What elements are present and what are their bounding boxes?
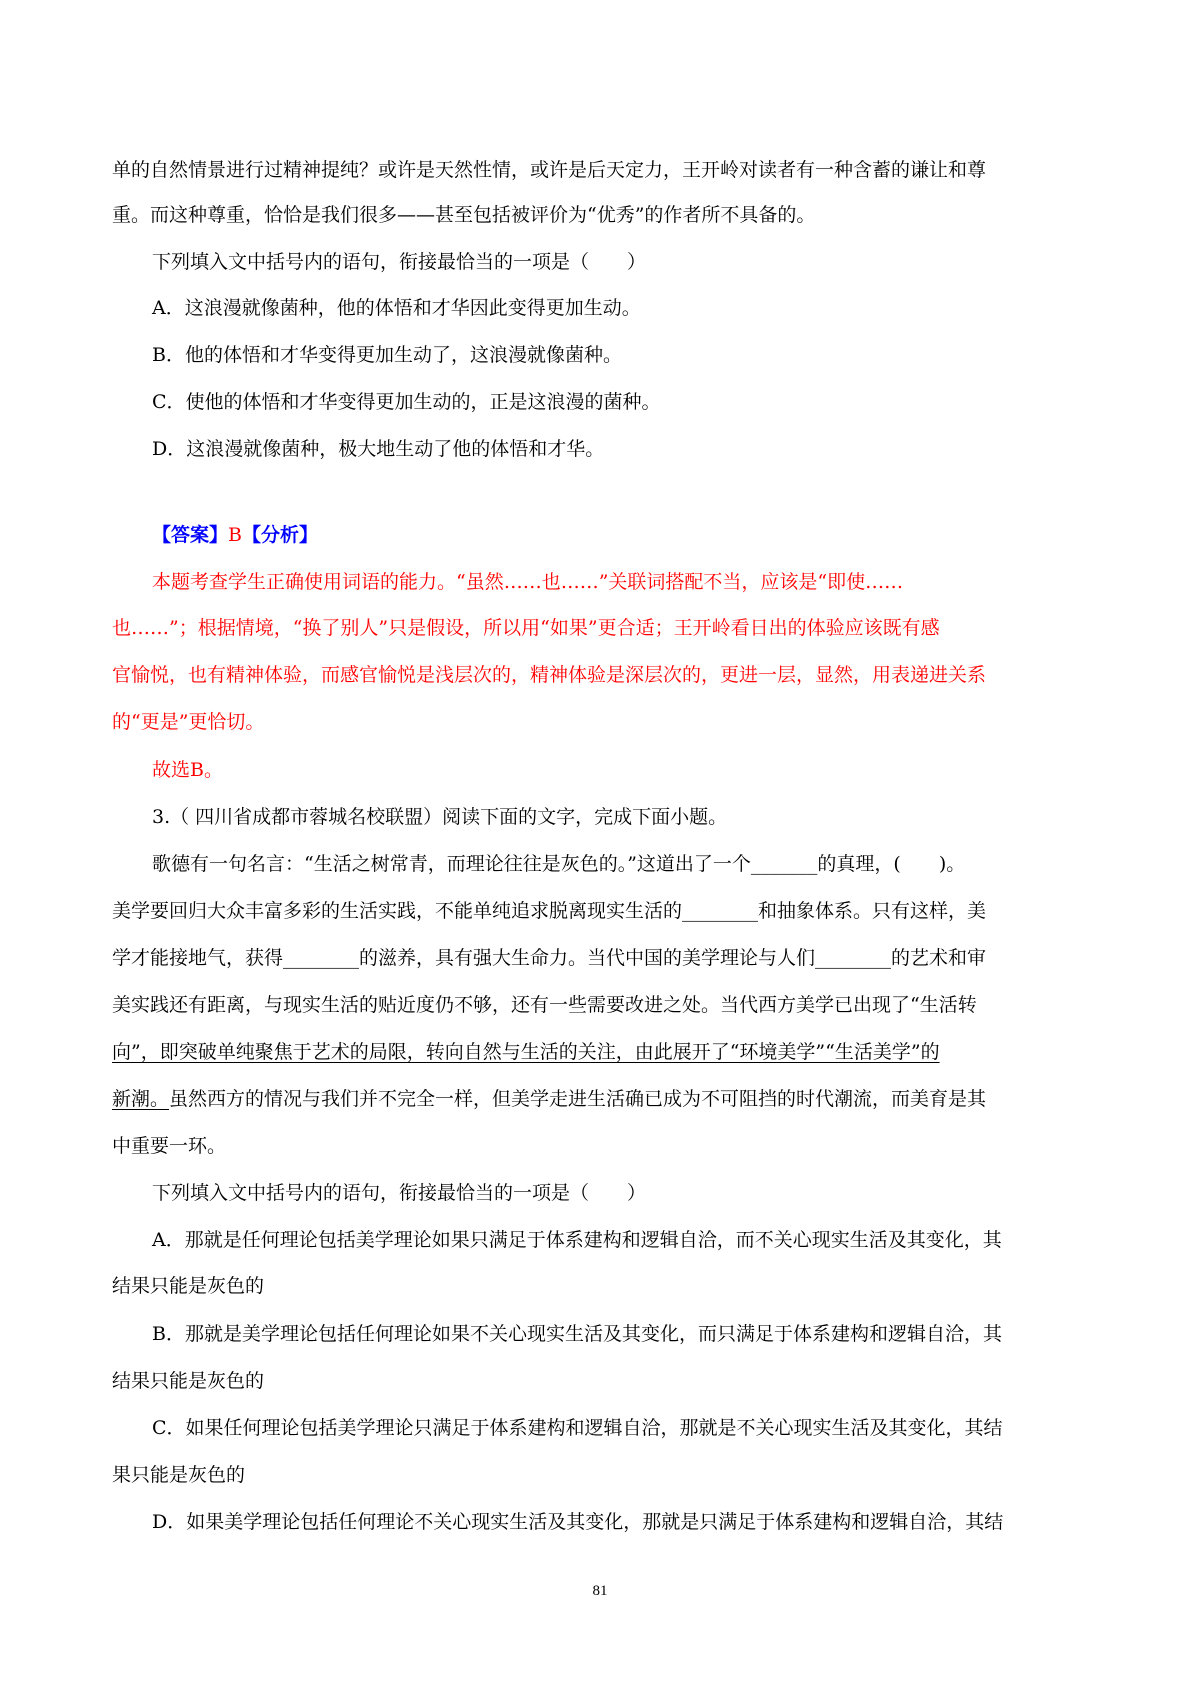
option-b-cont: 结果只能是灰色的: [112, 1370, 265, 1392]
passage-line: 单的自然情景进行过精神提纯？或许是天然性情，或许是后天定力，王开岭对读者有一种含蓄的谦让和尊: [112, 159, 987, 181]
option-a: A．这浪漫就像菌种，他的体悟和才华因此变得更加生动。: [152, 297, 641, 319]
passage-line: 美实践还有距离，与现实生活的贴近度仍不够，还有一些需要改进之处。当代西方美学已出现了“生活转: [112, 994, 977, 1016]
passage-line: 歌德有一句名言：“生活之树常青，而理论往往是灰色的。”这道出了一个_______的真理，( )。: [152, 853, 966, 875]
passage-line: 美学要回归大众丰富多彩的生活实践，不能单纯追求脱离现实生活的________和抽象体系。只有这样，美: [112, 900, 987, 922]
passage-line: 重。而这种尊重，恰恰是我们很多——甚至包括被评价为“优秀”的作者所不具备的。: [112, 204, 816, 226]
option-c-cont: 果只能是灰色的: [112, 1464, 246, 1486]
analysis-line: 官愉悦，也有精神体验，而感官愉悦是浅层次的，精神体验是深层次的，更进一层，显然，用表递进关系: [112, 664, 987, 686]
answer-label: 【答案】: [152, 524, 229, 546]
analysis-label: 【分析】: [241, 524, 318, 546]
passage-line: 学才能接地气，获得________的滋养，具有强大生命力。当代中国的美学理论与人们________的艺术和审: [112, 947, 987, 969]
answer-choice: B: [228, 524, 242, 546]
analysis-line: 的“更是”更恰切。: [112, 711, 265, 733]
option-b: B．他的体悟和才华变得更加生动了，这浪漫就像菌种。: [152, 344, 622, 366]
option-d: D．如果美学理论包括任何理论不关心现实生活及其变化，那就是只满足于体系建构和逻辑自洽，其结: [152, 1511, 1004, 1533]
answer-conclusion: 故选B。: [152, 759, 223, 781]
passage-line-underlined: 向”，即突破单纯聚焦于艺术的局限，转向自然与生活的关注，由此展开了“环境美学”“生活美学”的: [112, 1041, 940, 1063]
option-c: C．如果任何理论包括美学理论只满足于体系建构和逻辑自洽，那就是不关心现实生活及其变化，其结: [152, 1417, 1003, 1439]
option-c: C．使他的体悟和才华变得更加生动的，正是这浪漫的菌种。: [152, 391, 661, 413]
option-b: B．那就是美学理论包括任何理论如果不关心现实生活及其变化，而只满足于体系建构和逻辑自洽，其: [152, 1323, 1002, 1345]
analysis-line: 本题考查学生正确使用词语的能力。“虽然……也……”关联词搭配不当，应该是“即使……: [152, 571, 904, 593]
answer-header: [152, 520, 318, 550]
analysis-line: 也……”；根据情境，“换了别人”只是假设，所以用“如果”更合适；王开岭看日出的体验应该既有感: [112, 617, 940, 639]
option-d: D．这浪漫就像菌种，极大地生动了他的体悟和才华。: [152, 438, 605, 460]
page-number: 81: [592, 1583, 608, 1599]
passage-line: 中重要一环。: [112, 1135, 227, 1157]
question-prompt: 下列填入文中括号内的语句，衔接最恰当的一项是（ ）: [152, 251, 647, 273]
passage-line: [112, 1084, 986, 1114]
passage-text: 虽然西方的情况与我们并不完全一样，但美学走进生活确已成为不可阻挡的时代潮流，而美育是其: [169, 1088, 987, 1110]
question-prompt: 下列填入文中括号内的语句，衔接最恰当的一项是（ ）: [152, 1182, 647, 1204]
underlined-text: 新潮。: [112, 1088, 170, 1110]
option-a-cont: 结果只能是灰色的: [112, 1275, 265, 1297]
question-heading: 3.（ 四川省成都市蓉城名校联盟）阅读下面的文字，完成下面小题。: [152, 806, 728, 828]
option-a: A．那就是任何理论包括美学理论如果只满足于体系建构和逻辑自洽，而不关心现实生活及其变化，其: [152, 1229, 1002, 1251]
